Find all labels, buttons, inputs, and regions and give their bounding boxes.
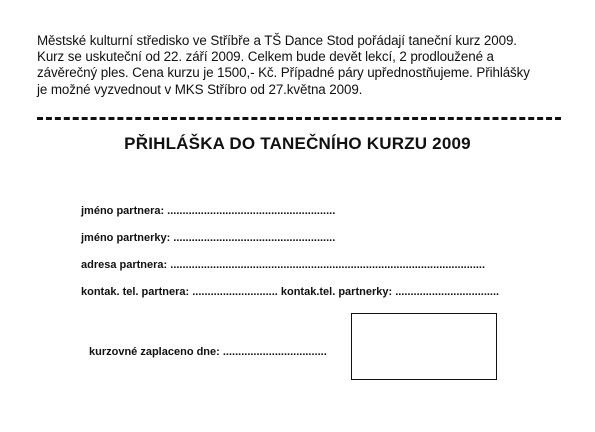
contact-phones-field: kontak. tel. partnera: ............................ kontak.tel. partnerky: .................................. [81,286,500,298]
dashed-cut-line [37,117,561,120]
intro-line: závěrečný ples. Cena kurzu je 1500,- Kč. Případné páry upřednostňujeme. Přihlášky [37,65,530,81]
stamp-box [351,313,497,380]
intro-line: Městské kulturní středisko ve Stříbře a TŠ Dance Stod pořádají taneční kurz 2009. [37,33,517,48]
partner-address-field: adresa partnera: ....................................................................................................... [81,259,486,271]
fee-paid-date-field: kurzovné zaplaceno dne: .................................. [89,346,327,358]
intro-line: Kurz se uskuteční od 22. září 2009. Celkem bude devět lekcí, 2 prodloužené a [37,49,494,65]
intro-paragraph [37,33,567,98]
partner-name-field: jméno partnera: ....................................................... [81,205,336,217]
partner-female-name-field: jméno partnerky: ..................................................... [81,232,336,244]
application-fields [81,205,561,313]
form-title: PŘIHLÁŠKA DO TANEČNÍHO KURZU 2009 [124,134,471,153]
intro-line: je možné vyzvednout v MKS Stříbro od 27.května 2009. [37,81,363,97]
